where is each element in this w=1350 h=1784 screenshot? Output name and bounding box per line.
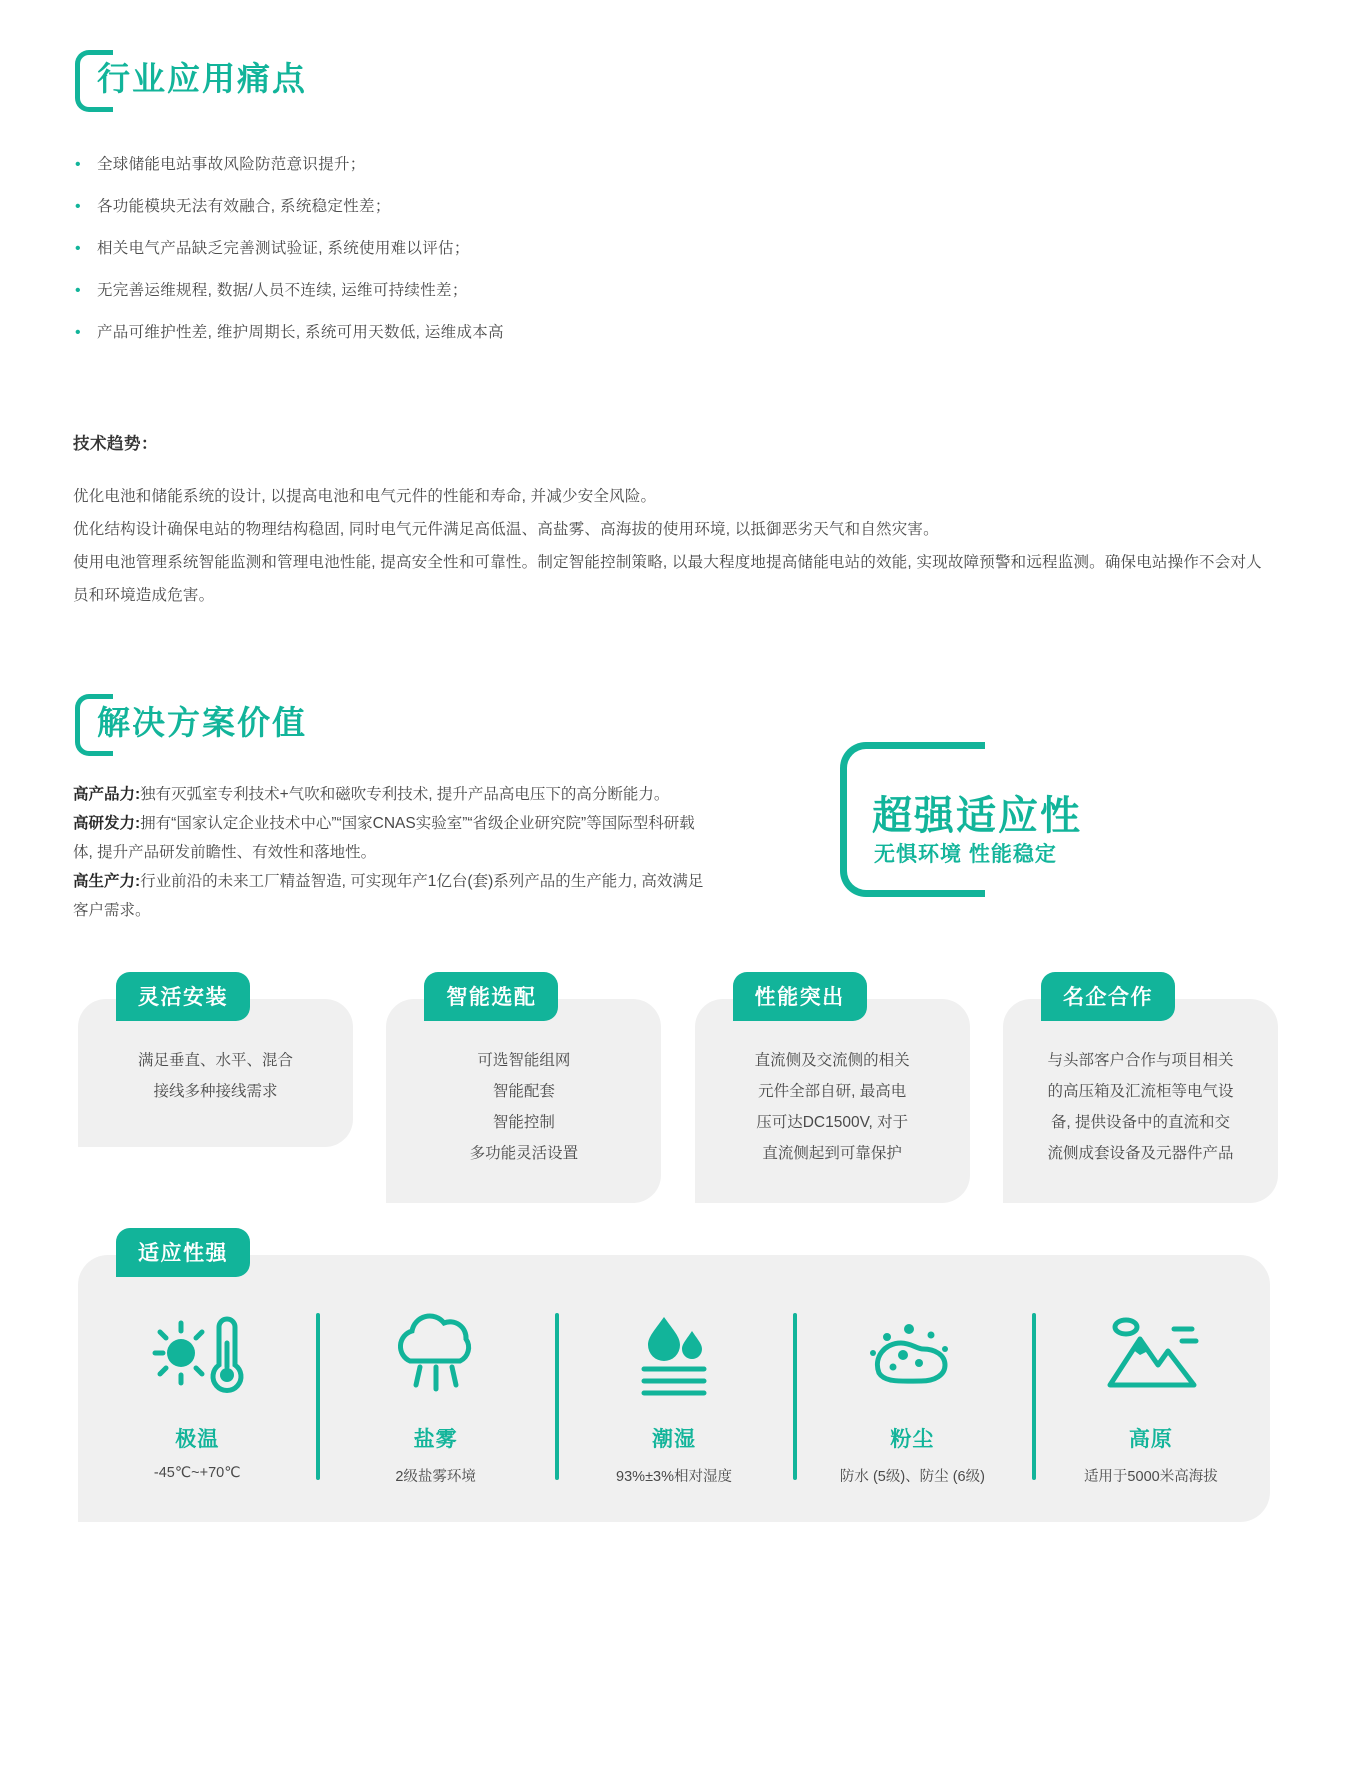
adaptability-item [793,1307,1031,1486]
value-item-label: 高研发力: [73,815,141,832]
callout-title: 超强适应性 [872,794,1082,838]
trend-paragraph: 优化电池和储能系统的设计, 以提高电池和电气元件的性能和寿命, 并减少安全风险。 [73,488,657,505]
bracket-decoration-icon [75,50,113,112]
list-item-text: 无完善运维规程, 数据/人员不连续, 运维可持续性差； [97,282,468,299]
adaptability-panel [78,1228,1270,1522]
feature-card-body [1003,999,1278,1203]
adaptability-item-name: 极温 [175,1428,220,1451]
value-item-label: 高产品力: [73,786,141,803]
adaptability-item-name: 盐雾 [413,1428,458,1451]
feature-card-line: 智能配套 [492,1083,555,1100]
feature-card-tag: 智能选配 [424,972,558,1021]
value-item-text: 拥有“国家认定企业技术中心”“国家CNAS实验室”“省级企业研究院”等国际型科研载体, 提升产品研发前瞻性、有效性和落地性。 [73,815,695,861]
bracket-decoration-icon [75,694,113,756]
bullet-dot-icon: • [75,198,81,215]
humidity-icon [563,1307,785,1403]
feature-card-line: 接线多种接线需求 [153,1083,278,1100]
adaptability-item [1032,1307,1270,1486]
adaptability-body [78,1255,1270,1522]
adaptability-item-name: 粉尘 [890,1428,935,1451]
value-item [73,780,713,809]
adaptability-item-name: 潮湿 [652,1428,697,1451]
bullet-dot-icon: • [75,324,81,341]
list-item [75,197,975,217]
list-item [75,281,975,301]
feature-card [695,972,970,1203]
value-item-text: 行业前沿的未来工厂精益智造, 可实现年产1亿台(套)系列产品的生产能力, 高效满足客户需求。 [73,873,704,919]
feature-card-line: 的高压箱及汇流柜等电气设 [1047,1083,1234,1100]
plateau-icon [1040,1307,1262,1403]
feature-card-line: 流侧成套设备及元器件产品 [1047,1145,1234,1162]
feature-card-line: 直流侧起到可靠保护 [762,1145,902,1162]
adaptability-callout [840,742,1130,902]
feature-cards [78,972,1278,1203]
feature-card-line: 直流侧及交流侧的相关 [754,1052,910,1069]
feature-card [386,972,661,1203]
salt-fog-icon [324,1307,546,1403]
bullet-dot-icon: • [75,156,81,173]
list-item [75,155,975,175]
feature-card-line: 与头部客户合作与项目相关 [1047,1052,1234,1069]
feature-card-body [78,999,353,1147]
feature-card-line: 可选智能组网 [477,1052,571,1069]
adaptability-item-desc: 93%±3%相对湿度 [616,1469,732,1485]
adaptability-item-desc: 防水 (5级)、防尘 (6级) [839,1469,985,1485]
list-item-text: 相关电气产品缺乏完善测试验证, 系统使用难以评估； [97,240,470,257]
value-item [73,809,713,867]
list-item-text: 产品可维护性差, 维护周期长, 系统可用天数低, 运维成本高 [97,324,504,341]
section-title-solution-value: 解决方案价值 [97,704,307,741]
adaptability-item-name: 高原 [1128,1428,1173,1451]
feature-card-line: 压可达DC1500V, 对于 [756,1114,909,1131]
dust-icon [801,1307,1023,1403]
feature-card [78,972,353,1203]
feature-card-body [386,999,661,1203]
adaptability-item-desc: -45℃~+70℃ [153,1465,241,1481]
feature-card-line: 满足垂直、水平、混合 [137,1052,293,1069]
list-item [75,323,975,343]
adaptability-item-desc: 2级盐雾环境 [395,1469,476,1485]
trend-title: 技术趋势： [73,435,158,453]
trend-paragraph: 优化结构设计确保电站的物理结构稳固, 同时电气元件满足高低温、高盐雾、高海拔的使用环境, 以抵御恶劣天气和自然灾害。 [73,521,939,538]
feature-card-body [695,999,970,1203]
adaptability-item [78,1307,316,1486]
temperature-icon [86,1307,308,1403]
adaptability-item-desc: 适用于5000米高海拔 [1083,1469,1218,1485]
list-item-text: 全球储能电站事故风险防范意识提升； [97,156,366,173]
list-item-text: 各功能模块无法有效融合, 系统稳定性差； [97,198,391,215]
pain-points-list [75,155,975,365]
technical-trend-block [73,430,1273,612]
pain-points-heading [75,48,307,112]
feature-card-tag: 灵活安装 [116,972,250,1021]
bullet-dot-icon: • [75,282,81,299]
feature-card-tag: 名企合作 [1041,972,1175,1021]
value-item-label: 高生产力: [73,873,141,890]
trend-paragraph: 使用电池管理系统智能监测和管理电池性能, 提高安全性和可靠性。制定智能控制策略, 以最大程度地提高储能电站的效能, 实现故障预警和远程监测。确保电站操作不会对人员和环境造成危害。 [73,554,1262,604]
feature-card-line: 智能控制 [492,1114,555,1131]
value-item-text: 独有灭弧室专利技术+气吹和磁吹专利技术, 提升产品高电压下的高分断能力。 [140,786,670,803]
adaptability-item [555,1307,793,1486]
feature-card-line: 备, 提供设备中的直流和交 [1050,1114,1231,1131]
list-item [75,239,975,259]
adaptability-tag: 适应性强 [116,1228,250,1277]
feature-card [1003,972,1278,1203]
feature-card-line: 多功能灵活设置 [469,1145,579,1162]
solution-value-text [73,780,713,925]
feature-card-line: 元件全部自研, 最高电 [758,1083,907,1100]
feature-card-tag: 性能突出 [733,972,867,1021]
value-item [73,867,713,925]
adaptability-item [316,1307,554,1486]
callout-subtitle: 无惧环境 性能稳定 [874,843,1057,866]
section-title-pain-points: 行业应用痛点 [97,60,307,97]
bullet-dot-icon: • [75,240,81,257]
solution-value-heading [75,692,307,756]
